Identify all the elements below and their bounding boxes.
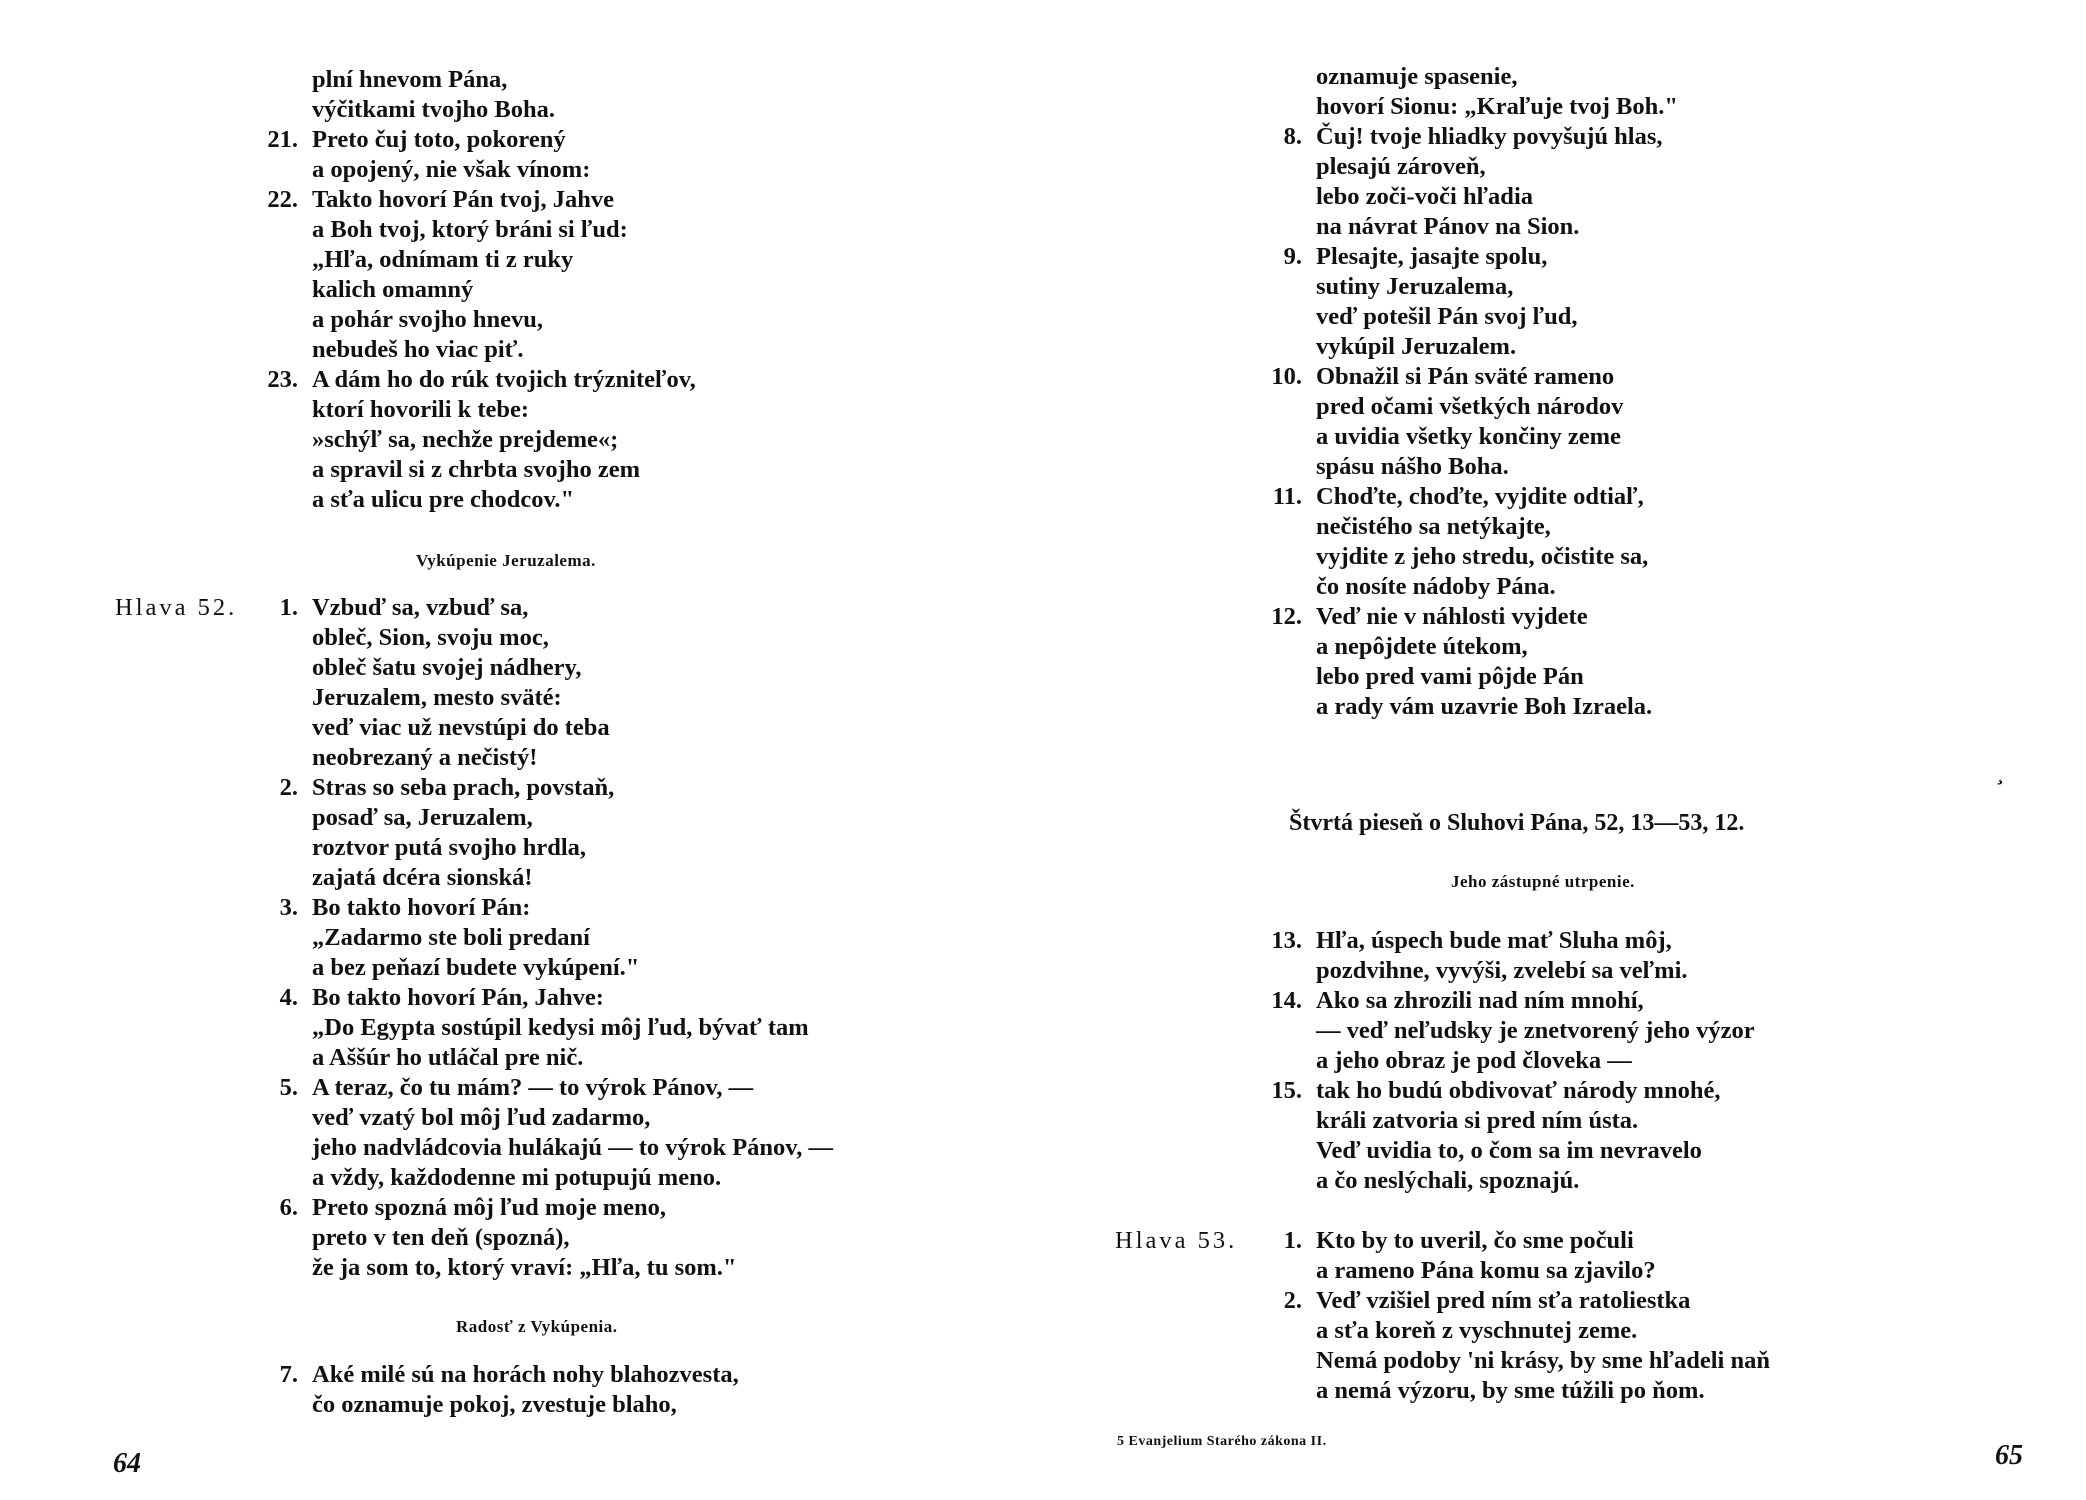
verse-number: 5. <box>279 1074 298 1101</box>
verse-line: posaď sa, Jeruzalem, <box>312 804 533 831</box>
verse-line: Preto čuj toto, pokorený <box>312 126 566 153</box>
verse-number: 1. <box>279 594 298 621</box>
verse-line: Vzbuď sa, vzbuď sa, <box>312 594 529 621</box>
verse-number: 14. <box>1271 987 1302 1014</box>
verse-line: Kto by to uveril, čo sme počuli <box>1316 1227 1634 1254</box>
verse-line: a čo neslýchali, spoznajú. <box>1316 1167 1580 1194</box>
verse-line: vykúpil Jeruzalem. <box>1316 333 1517 360</box>
verse-line: lebo zoči-voči hľadia <box>1316 183 1533 210</box>
verse-line: a sťa koreň z vyschnutej zeme. <box>1316 1317 1638 1344</box>
verse-line: a rameno Pána komu sa zjavilo? <box>1316 1257 1656 1284</box>
page-number: 64 <box>113 1448 141 1479</box>
verse-line: nebudeš ho viac piť. <box>312 336 524 363</box>
verse-line: Choďte, choďte, vyjdite odtiaľ, <box>1316 483 1644 510</box>
verse-line: Bo takto hovorí Pán: <box>312 894 531 921</box>
verse-number: 23. <box>267 366 298 393</box>
section-heading: Jeho zástupné utrpenie. <box>1451 872 1635 891</box>
verse-line: zajatá dcéra sionská! <box>312 864 533 891</box>
verse-line: Nemá podoby 'ni krásy, by sme hľadeli naň <box>1316 1347 1770 1374</box>
page-number: 65 <box>1995 1440 2023 1471</box>
verse-line: Aké milé sú na horách nohy blahozvesta, <box>312 1361 739 1388</box>
verse-line: neobrezaný a nečistý! <box>312 744 538 771</box>
verse-line: a bez peňazí budete vykúpení." <box>312 954 640 981</box>
verse-line: Obnažil si Pán sväté rameno <box>1316 363 1615 390</box>
verse-line: a spravil si z chrbta svojho zem <box>312 456 640 483</box>
verse-number: 2. <box>1283 1287 1302 1314</box>
verse-line: preto v ten deň (spozná), <box>312 1224 570 1251</box>
right-page <box>1043 0 2086 1500</box>
verse-line: Čuj! tvoje hliadky povyšujú hlas, <box>1316 123 1663 150</box>
footnote: 5 Evanjelium Starého zákona II. <box>1117 1434 1327 1449</box>
verse-number: 21. <box>267 126 298 153</box>
verse-line: že ja som to, ktorý vraví: „Hľa, tu som." <box>312 1254 737 1281</box>
verse-line: spásu nášho Boha. <box>1316 453 1509 480</box>
verse-line: nečistého sa netýkajte, <box>1316 513 1551 540</box>
verse-line: veď vzatý bol môj ľud zadarmo, <box>312 1104 651 1131</box>
verse-line: čo oznamuje pokoj, zvestuje blaho, <box>312 1391 677 1418</box>
verse-line: sutiny Jeruzalema, <box>1316 273 1514 300</box>
verse-line: a opojený, nie však vínom: <box>312 156 591 183</box>
section-heading: Vykúpenie Jeruzalema. <box>416 551 596 570</box>
verse-line: a vždy, každodenne mi potupujú meno. <box>312 1164 722 1191</box>
verse-line: a jeho obraz je pod človeka — <box>1316 1047 1632 1074</box>
section-title: Štvrtá pieseň o Sluhovi Pána, 52, 13—53, 12. <box>1289 810 1745 836</box>
verse-line: kalich omamný <box>312 276 474 303</box>
verse-line: oznamuje spasenie, <box>1316 63 1518 90</box>
verse-number: 6. <box>279 1194 298 1221</box>
verse-number: 7. <box>279 1361 298 1388</box>
verse-line: jeho nadvládcovia hulákajú — to výrok Pánov, — <box>312 1134 833 1161</box>
verse-line: Preto spozná môj ľud moje meno, <box>312 1194 666 1221</box>
verse-line: a rady vám uzavrie Boh Izraela. <box>1316 693 1653 720</box>
verse-line: „Do Egypta sostúpil kedysi môj ľud, bývať tam <box>312 1014 809 1041</box>
verse-line: A teraz, čo tu mám? — to výrok Pánov, — <box>312 1074 754 1101</box>
verse-line: výčitkami tvojho Boha. <box>312 96 555 123</box>
verse-line: obleč šatu svojej nádhery, <box>312 654 582 681</box>
verse-number: 22. <box>267 186 298 213</box>
verse-line: pozdvihne, vyvýši, zvelebí sa veľmi. <box>1316 957 1688 984</box>
verse-line: a pohár svojho hnevu, <box>312 306 544 333</box>
verse-line: vyjdite z jeho stredu, očistite sa, <box>1316 543 1649 570</box>
verse-line: čo nosíte nádoby Pána. <box>1316 573 1556 600</box>
ink-speck-icon: ¸ <box>1998 760 2006 785</box>
verse-line: a uvidia všetky končiny zeme <box>1316 423 1621 450</box>
verse-line: Stras so seba prach, povstaň, <box>312 774 615 801</box>
verse-line: a nepôjdete útekom, <box>1316 633 1528 660</box>
verse-line: A dám ho do rúk tvojich trýzniteľov, <box>312 366 696 393</box>
verse-line: plesajú zároveň, <box>1316 153 1486 180</box>
verse-line: na návrat Pánov na Sion. <box>1316 213 1580 240</box>
verse-number: 1. <box>1283 1227 1302 1254</box>
verse-line: tak ho budú obdivovať národy mnohé, <box>1316 1077 1721 1104</box>
verse-number: 3. <box>279 894 298 921</box>
section-heading: Radosť z Vykúpenia. <box>456 1317 618 1336</box>
verse-line: Veď uvidia to, o čom sa im nevravelo <box>1316 1137 1702 1164</box>
verse-line: „Zadarmo ste boli predaní <box>312 924 590 951</box>
verse-line: Hľa, úspech bude mať Sluha môj, <box>1316 927 1672 954</box>
verse-line: a Aššúr ho utláčal pre nič. <box>312 1044 584 1071</box>
verse-line: Ako sa zhrozili nad ním mnohí, <box>1316 987 1644 1014</box>
verse-number: 15. <box>1271 1077 1302 1104</box>
verse-line: a Boh tvoj, ktorý bráni si ľud: <box>312 216 628 243</box>
verse-number: 11. <box>1272 483 1302 510</box>
verse-line: hovorí Sionu: „Kraľuje tvoj Boh." <box>1316 93 1678 120</box>
verse-line: — veď neľudsky je znetvorený jeho výzor <box>1316 1017 1755 1044</box>
verse-line: veď potešil Pán svoj ľud, <box>1316 303 1578 330</box>
verse-line: králi zatvoria si pred ním ústa. <box>1316 1107 1639 1134</box>
verse-line: lebo pred vami pôjde Pán <box>1316 663 1584 690</box>
verse-line: roztvor putá svojho hrdla, <box>312 834 587 861</box>
verse-line: Takto hovorí Pán tvoj, Jahve <box>312 186 614 213</box>
verse-line: »schýľ sa, nechže prejdeme«; <box>312 426 619 453</box>
verse-number: 13. <box>1271 927 1302 954</box>
verse-number: 9. <box>1283 243 1302 270</box>
verse-line: Plesajte, jasajte spolu, <box>1316 243 1548 270</box>
verse-line: a nemá výzoru, by sme túžili po ňom. <box>1316 1377 1705 1404</box>
verse-line: veď viac už nevstúpi do teba <box>312 714 610 741</box>
verse-line: pred očami všetkých národov <box>1316 393 1624 420</box>
verse-line: „Hľa, odnímam ti z ruky <box>312 246 574 273</box>
verse-number: 12. <box>1271 603 1302 630</box>
verse-line: Bo takto hovorí Pán, Jahve: <box>312 984 604 1011</box>
chapter-marker: Hlava 52. <box>115 594 238 621</box>
verse-number: 10. <box>1271 363 1302 390</box>
verse-line: Jeruzalem, mesto sväté: <box>312 684 562 711</box>
verse-number: 4. <box>279 984 298 1011</box>
verse-line: Veď vzišiel pred ním sťa ratoliestka <box>1316 1287 1691 1314</box>
verse-line: Veď nie v náhlosti vyjdete <box>1316 603 1588 630</box>
verse-line: obleč, Sion, svoju moc, <box>312 624 549 651</box>
verse-line: a sťa ulicu pre chodcov." <box>312 486 575 513</box>
verse-line: plní hnevom Pána, <box>312 66 508 93</box>
verse-line: ktorí hovorili k tebe: <box>312 396 530 423</box>
verse-number: 2. <box>279 774 298 801</box>
verse-number: 8. <box>1283 123 1302 150</box>
chapter-marker: Hlava 53. <box>1115 1227 1238 1254</box>
